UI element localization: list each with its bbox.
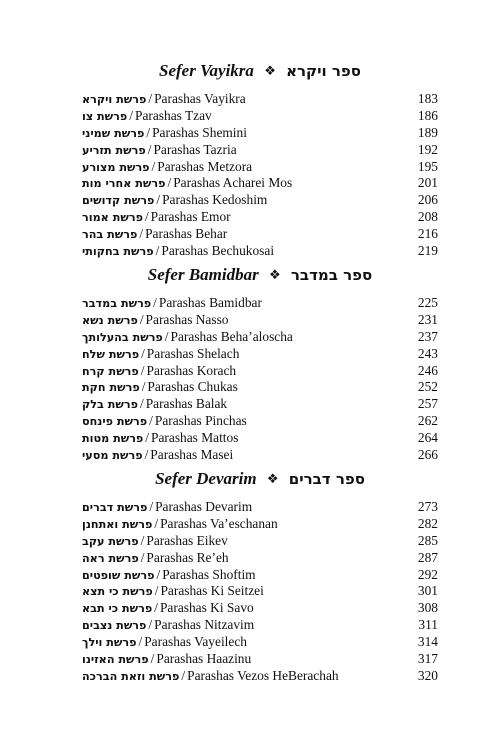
entry-title-english: Parashas Vayikra (154, 91, 246, 106)
entry-page-number: 208 (417, 209, 438, 225)
entry-separator: / (141, 345, 145, 361)
entry-page-number: 317 (417, 651, 438, 667)
toc-entry[interactable] (82, 108, 438, 125)
entry-title-english: Parashas Pinchas (154, 413, 247, 429)
entry-page-number: 252 (417, 379, 438, 395)
toc-entry[interactable] (82, 668, 438, 685)
entry-title-hebrew: פרשת בהר (82, 228, 138, 242)
entry-page-number: 292 (417, 566, 438, 582)
entry-title (82, 363, 236, 381)
entry-title-english: Parashas Mattos (151, 430, 239, 446)
entry-title-english: Parashas Nitzavim (154, 617, 255, 633)
entry-page-number: 201 (417, 175, 438, 191)
entry-page-number: 192 (417, 141, 438, 157)
entry-separator: / (151, 158, 156, 174)
entry-title-hebrew: פרשת ראה (82, 551, 139, 565)
entry-title-hebrew: פרשת מסעי (82, 449, 143, 463)
entry-title-english: Parashas Balak (145, 396, 228, 412)
entry-title-hebrew: פרשת בחקותי (82, 245, 154, 259)
entry-title-english: Parashas Haazinu (156, 651, 252, 667)
entry-page-number: 186 (417, 107, 438, 123)
entry-page-number: 243 (417, 345, 438, 361)
entry-title-hebrew: פרשת קרח (82, 364, 139, 378)
section-heading (82, 265, 438, 287)
entry-title-hebrew: פרשת נשא (82, 313, 138, 327)
entry-separator: / (154, 600, 158, 616)
entry-separator: / (154, 515, 159, 531)
entry-title-hebrew: פרשת כי תבא (82, 602, 153, 616)
entry-separator: / (145, 430, 150, 446)
entry-title (82, 550, 229, 568)
entry-title-english: Parashas Beha’aloscha (170, 328, 293, 344)
entry-title-hebrew: פרשת מצורע (82, 160, 150, 174)
entry-separator: / (148, 91, 153, 106)
toc-entry[interactable] (82, 413, 438, 430)
entry-separator: / (140, 532, 145, 548)
ornament-icon: ❖ (266, 471, 279, 486)
entry-separator: / (139, 311, 144, 327)
entry-page-number: 189 (417, 124, 438, 140)
entry-title (82, 125, 247, 143)
toc-entry[interactable] (82, 430, 438, 447)
entry-title-hebrew: פרשת שלח (82, 347, 140, 361)
entry-page-number: 206 (417, 192, 438, 208)
entry-page-number: 314 (417, 634, 438, 650)
toc-entry[interactable] (82, 447, 438, 464)
entry-title-hebrew: פרשת שמיני (82, 126, 145, 140)
section-vayikra (82, 61, 438, 260)
entry-title-english: Parashas Bechukosai (161, 243, 275, 259)
entry-title-english: Parashas Devarim (155, 499, 253, 514)
entry-title-english: Parashas Shoftim (162, 566, 256, 582)
entry-separator: / (146, 124, 151, 140)
entry-title-hebrew: פרשת וילך (82, 636, 137, 650)
toc-entry[interactable] (82, 312, 438, 329)
entry-separator: / (155, 243, 160, 259)
entry-title (82, 159, 252, 177)
entry-separator: / (139, 396, 144, 412)
entry-title-hebrew: פרשת נצבים (82, 619, 147, 633)
entry-title-english: Parashas Metzora (157, 158, 253, 174)
entry-title-hebrew: פרשת שופטים (82, 568, 155, 582)
toc-entry[interactable] (82, 209, 438, 226)
toc-entry[interactable] (82, 329, 438, 346)
entry-title-english: Parashas Vayeilech (144, 634, 247, 650)
entry-title-english: Parashas Re’eh (146, 549, 229, 565)
section-heading (82, 469, 438, 491)
entry-title-hebrew: פרשת ואתחנן (82, 517, 153, 531)
toc-entry[interactable] (82, 396, 438, 413)
entry-separator: / (149, 499, 154, 514)
entry-title-english: Parashas Bamidbar (158, 295, 262, 310)
entry-title (82, 668, 339, 686)
toc-entry[interactable] (82, 600, 438, 617)
entry-page-number: 216 (417, 226, 438, 242)
entry-title (82, 600, 254, 618)
entry-title-english: Parashas Ki Savo (159, 600, 254, 616)
entry-page-number: 262 (417, 413, 438, 429)
toc-entry[interactable] (82, 125, 438, 142)
toc-entry[interactable] (82, 295, 438, 312)
entry-title-hebrew: פרשת פינחס (82, 415, 148, 429)
entry-list (82, 295, 438, 464)
toc-entry[interactable] (82, 159, 438, 176)
entry-page-number: 237 (417, 328, 438, 344)
entry-title (82, 209, 231, 227)
entry-separator: / (144, 447, 149, 463)
entry-title (82, 567, 256, 585)
entry-title-english: Parashas Chukas (147, 379, 238, 395)
entry-title-hebrew: פרשת צו (82, 109, 128, 123)
toc-entry[interactable] (82, 583, 438, 600)
section-title-hebrew: ספר במדבר (290, 266, 373, 284)
entry-title (82, 396, 227, 414)
toc-entry[interactable] (82, 142, 438, 159)
ornament-icon: ❖ (269, 267, 281, 282)
entry-title (82, 192, 267, 210)
entry-separator: / (153, 295, 157, 310)
entry-separator: / (154, 583, 159, 599)
toc-entry[interactable] (82, 346, 438, 363)
entry-title (82, 295, 262, 313)
entry-title (82, 413, 247, 431)
entry-title-english: Parashas Ki Seitzei (160, 583, 264, 599)
entry-separator: / (149, 413, 153, 429)
entry-title-hebrew: פרשת ויקרא (82, 93, 147, 106)
entry-title (82, 312, 228, 330)
entry-page-number: 264 (417, 430, 438, 446)
toc-entry[interactable] (82, 567, 438, 584)
entry-title-english: Parashas Tzav (135, 107, 212, 123)
entry-page-number: 183 (417, 91, 438, 106)
entry-separator: / (164, 328, 169, 344)
entry-separator: / (147, 141, 152, 157)
entry-title (82, 583, 264, 601)
entry-title (82, 226, 227, 244)
entry-page-number: 246 (417, 362, 438, 378)
toc-entry[interactable] (82, 175, 438, 192)
section-title-english: Sefer Vayikra (159, 61, 254, 80)
entry-page-number: 225 (417, 295, 438, 310)
entry-list (82, 499, 438, 685)
entry-title-hebrew: פרשת במדבר (82, 297, 152, 310)
entry-title-hebrew: פרשת כי תצא (82, 585, 153, 599)
entry-separator: / (167, 175, 172, 191)
entry-separator: / (138, 634, 143, 650)
entry-separator: / (140, 362, 145, 378)
entry-title (82, 142, 237, 160)
entry-page-number: 320 (417, 667, 438, 683)
entry-page-number: 282 (417, 515, 438, 531)
toc-entry[interactable] (82, 363, 438, 380)
entry-page-number: 231 (417, 311, 438, 327)
toc-entry[interactable] (82, 634, 438, 651)
entry-title (82, 634, 247, 652)
entry-title (82, 499, 252, 517)
entry-title (82, 175, 292, 193)
entry-title-hebrew: פרשת עקב (82, 534, 139, 548)
entry-title (82, 91, 246, 109)
entry-title-english: Parashas Behar (145, 226, 228, 242)
section-title-english: Sefer Devarim (155, 469, 257, 488)
entry-title (82, 430, 238, 448)
entry-page-number: 311 (418, 617, 438, 633)
entry-title-english: Parashas Korach (146, 362, 237, 378)
entry-title-hebrew: פרשת האזינו (82, 653, 149, 667)
entry-title-hebrew: פרשת בלק (82, 398, 138, 412)
entry-title-english: Parashas Shemini (152, 124, 247, 140)
entry-title-hebrew: פרשת בהעלותך (82, 330, 163, 344)
entry-title-hebrew: פרשת אחרי מות (82, 177, 166, 191)
entry-title-english: Parashas Emor (150, 209, 231, 225)
toc-entry[interactable] (82, 617, 438, 634)
entry-title-english: Parashas Shelach (146, 345, 240, 361)
section-title-hebrew: ספר דברים (288, 470, 365, 488)
toc-entry[interactable] (82, 226, 438, 243)
entry-title-hebrew: פרשת אמור (82, 211, 143, 225)
entry-page-number: 308 (417, 600, 438, 616)
entry-title-hebrew: פרשת דברים (82, 501, 148, 514)
entry-separator: / (144, 209, 149, 225)
toc-entry[interactable] (82, 91, 438, 108)
entry-page-number: 195 (417, 158, 438, 174)
section-title-hebrew: ספר ויקרא (286, 62, 361, 80)
entry-title (82, 243, 274, 261)
section-title-english: Sefer Bamidbar (147, 265, 259, 284)
entry-title-english: Parashas Acharei Mos (173, 175, 293, 191)
entry-title (82, 651, 251, 669)
entry-separator: / (156, 192, 161, 208)
ornament-icon: ❖ (264, 63, 276, 78)
entry-separator: / (150, 651, 155, 667)
entry-title (82, 617, 254, 635)
entry-title-hebrew: פרשת מטות (82, 432, 144, 446)
entry-title-hebrew: פרשת חקת (82, 381, 140, 395)
entry-separator: / (139, 226, 144, 242)
entry-title (82, 516, 278, 534)
entry-title-hebrew: פרשת וזאת הברכה (82, 669, 180, 683)
entry-page-number: 257 (417, 396, 438, 412)
entry-page-number: 287 (417, 549, 438, 565)
section-heading (82, 61, 438, 83)
entry-separator: / (181, 667, 186, 683)
section-bamidbar (82, 265, 438, 464)
entry-separator: / (140, 549, 145, 565)
entry-separator: / (141, 379, 146, 395)
entry-title-hebrew: פרשת תזריע (82, 143, 146, 157)
entry-separator: / (156, 566, 161, 582)
entry-title (82, 346, 239, 364)
entry-title-english: Parashas Masei (150, 447, 234, 463)
toc-entry[interactable] (82, 550, 438, 567)
entry-page-number: 273 (417, 499, 438, 514)
entry-title (82, 379, 238, 397)
entry-page-number: 285 (417, 532, 438, 548)
entry-title-english: Parashas Kedoshim (162, 192, 268, 208)
entry-separator: / (129, 107, 133, 123)
entry-page-number: 301 (417, 583, 438, 599)
entry-title-hebrew: פרשת קדושים (82, 194, 155, 208)
section-devarim (82, 469, 438, 685)
toc-entry[interactable] (82, 192, 438, 209)
entry-separator: / (148, 617, 153, 633)
entry-page-number: 266 (417, 447, 438, 463)
toc-entry[interactable] (82, 533, 438, 550)
toc-entry[interactable] (82, 243, 438, 260)
entry-page-number: 219 (417, 243, 438, 259)
entry-title (82, 447, 233, 465)
toc-entry[interactable] (82, 379, 438, 396)
entry-title (82, 329, 293, 347)
entry-list (82, 91, 438, 260)
entry-title (82, 108, 212, 126)
entry-title-english: Parashas Eikev (146, 532, 228, 548)
entry-title-english: Parashas Tazria (153, 141, 237, 157)
toc-entry[interactable] (82, 651, 438, 668)
entry-title-english: Parashas Nasso (145, 311, 229, 327)
entry-title (82, 533, 228, 551)
entry-title-english: Parashas Va’eschanan (160, 515, 278, 531)
entry-title-english: Parashas Vezos HeBerachah (187, 667, 339, 683)
toc-entry[interactable] (82, 516, 438, 533)
toc-entry[interactable] (82, 499, 438, 516)
